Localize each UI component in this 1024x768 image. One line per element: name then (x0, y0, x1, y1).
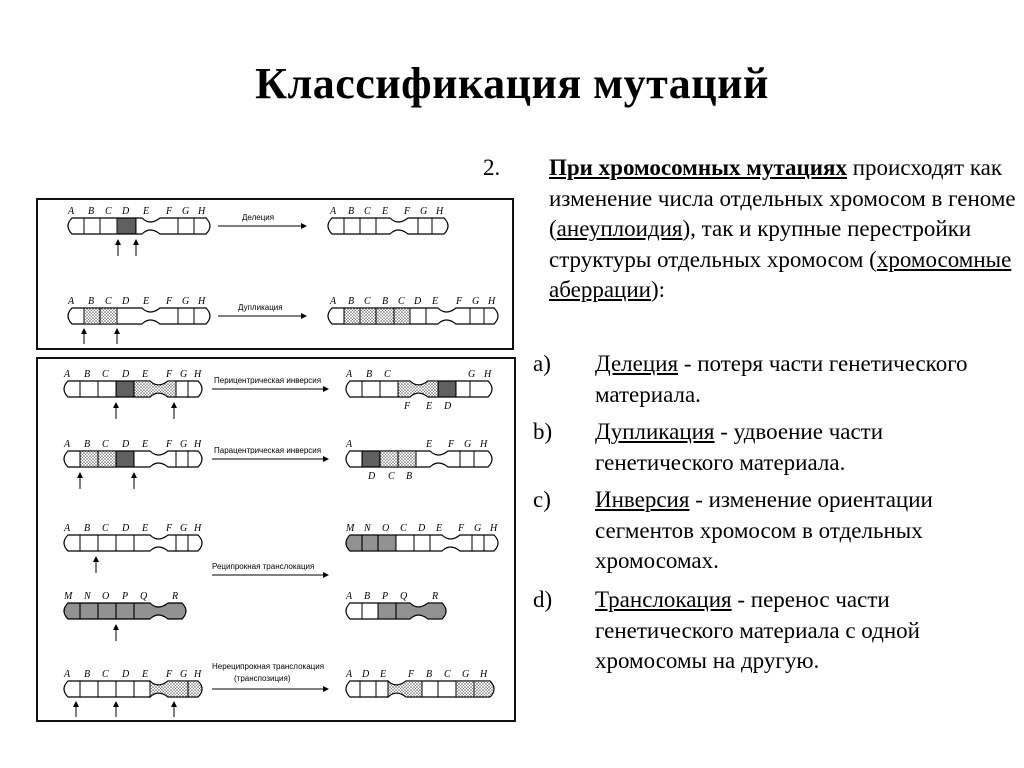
svg-text:E: E (142, 369, 149, 380)
svg-text:H: H (198, 296, 206, 307)
intro-text-3: ): (650, 277, 666, 302)
term-deletion: Делеция (595, 351, 679, 376)
list-marker: b) (533, 419, 553, 444)
desc-deletion: - потеря части генетического материала. (595, 351, 968, 407)
svg-text:G: G (182, 296, 190, 307)
svg-text:D: D (362, 669, 370, 680)
svg-text:H: H (480, 439, 488, 450)
figure-deletion-duplication (36, 198, 514, 350)
svg-text:C: C (398, 296, 405, 307)
svg-text:E: E (142, 669, 149, 680)
svg-text:B: B (348, 296, 355, 307)
chrom-label: A (68, 206, 75, 217)
deletion-row (67, 206, 448, 256)
list-marker: c) (533, 487, 551, 512)
paracentric-label: Парацентрическая инверсия (214, 446, 322, 455)
svg-text:D: D (444, 401, 452, 412)
svg-text:H: H (490, 523, 498, 534)
svg-text:B: B (426, 669, 433, 680)
term-translocation: Транслокация (595, 587, 732, 612)
svg-text:E: E (142, 439, 149, 450)
svg-text:N: N (364, 523, 371, 534)
svg-text:A: A (64, 369, 71, 380)
svg-text:F: F (448, 439, 455, 450)
svg-text:H: H (194, 669, 202, 680)
nonreciprocal-label: Нереципрокная транслокация (212, 662, 325, 671)
svg-text:E: E (143, 206, 150, 217)
desc-translocation: - перенос части генетического материала с одной хромосомы на другую. (595, 587, 920, 673)
svg-text:E: E (380, 669, 387, 680)
desc-duplication: - удвоение части генетического материала. (595, 419, 884, 475)
svg-text:F: F (166, 369, 173, 380)
svg-text:H: H (484, 369, 492, 380)
aberrations-term: хромосомные аберрации (549, 246, 1012, 302)
svg-text:R: R (172, 591, 179, 602)
figure-inversion-translocation (36, 357, 516, 722)
svg-text:H: H (194, 369, 202, 380)
transposition-label: (транспозиция) (234, 674, 291, 683)
term-duplication: Дупликация (595, 419, 715, 444)
svg-text:R: R (432, 591, 439, 602)
svg-text:E: E (432, 296, 439, 307)
svg-text:C: C (102, 369, 109, 380)
pericentric-label: Перицентрическая инверсия (214, 376, 322, 385)
svg-text:G: G (468, 369, 476, 380)
diagram-deletion-duplication (38, 200, 512, 348)
intro-text-2: ), так и крупные перестройки структуры отдельных хромосом ( (549, 216, 972, 272)
svg-text:D: D (122, 669, 130, 680)
svg-text:C: C (102, 669, 109, 680)
svg-text:B: B (382, 296, 389, 307)
svg-text:C: C (400, 523, 407, 534)
svg-text:F: F (166, 206, 173, 217)
svg-text:B: B (348, 206, 355, 217)
paracentric-inversion-row (63, 439, 492, 489)
svg-text:D: D (122, 296, 130, 307)
svg-text:B: B (366, 369, 373, 380)
svg-text:A: A (346, 669, 353, 680)
svg-text:E: E (142, 523, 149, 534)
reciprocal-translocation-row (63, 523, 498, 641)
svg-text:F: F (456, 296, 463, 307)
svg-text:G: G (180, 669, 188, 680)
term-inversion: Инверсия (595, 487, 690, 512)
svg-text:H: H (436, 206, 444, 217)
svg-text:Q: Q (140, 591, 148, 602)
svg-text:C: C (364, 296, 371, 307)
svg-text:E: E (426, 439, 433, 450)
svg-text:B: B (88, 206, 95, 217)
svg-text:G: G (462, 669, 470, 680)
svg-text:F: F (166, 523, 173, 534)
svg-text:D: D (418, 523, 426, 534)
svg-text:G: G (472, 296, 480, 307)
svg-text:A: A (68, 296, 75, 307)
svg-text:A: A (346, 591, 353, 602)
list-marker: d) (533, 587, 553, 612)
svg-text:B: B (84, 369, 91, 380)
svg-text:B: B (406, 471, 413, 482)
svg-text:C: C (102, 439, 109, 450)
svg-text:G: G (474, 523, 482, 534)
svg-text:H: H (488, 296, 496, 307)
diagram-inversion-translocation (38, 359, 514, 720)
svg-text:D: D (122, 439, 130, 450)
svg-text:C: C (384, 369, 391, 380)
intro-number: 2. (483, 155, 501, 180)
svg-text:D: D (122, 206, 130, 217)
svg-text:O: O (102, 591, 110, 602)
svg-text:E: E (143, 296, 150, 307)
svg-text:G: G (180, 439, 188, 450)
duplication-label: Дупликация (238, 303, 283, 312)
svg-text:O: O (382, 523, 390, 534)
svg-text:C: C (102, 523, 109, 534)
svg-text:A: A (64, 439, 71, 450)
deletion-label: Делеция (242, 213, 275, 222)
svg-text:M: M (64, 591, 73, 602)
nonreciprocal-translocation-row (63, 662, 494, 717)
svg-text:B: B (88, 296, 95, 307)
pericentric-inversion-row (63, 369, 492, 419)
desc-inversion: - изменение ориентации сегментов хромосом в отдельных хромосомах. (595, 487, 933, 573)
list-marker: a) (533, 351, 551, 376)
svg-text:E: E (382, 206, 389, 217)
svg-text:B: B (84, 523, 91, 534)
svg-text:F: F (404, 401, 411, 412)
svg-text:H: H (194, 439, 202, 450)
svg-text:H: H (194, 523, 202, 534)
svg-text:G: G (464, 439, 472, 450)
svg-text:E: E (436, 523, 443, 534)
svg-text:H: H (198, 206, 206, 217)
svg-text:B: B (84, 669, 91, 680)
svg-text:F: F (408, 669, 415, 680)
svg-text:D: D (122, 369, 130, 380)
intro-text-1: происходят как изменение числа отдельных хромосом в геноме ( (549, 155, 1016, 241)
svg-text:F: F (404, 206, 411, 217)
svg-text:D: D (414, 296, 422, 307)
svg-text:Q: Q (400, 591, 408, 602)
intro-heading: При хромосомных мутациях (549, 155, 847, 180)
svg-text:A: A (64, 669, 71, 680)
svg-text:C: C (444, 669, 451, 680)
svg-text:H: H (480, 669, 488, 680)
svg-text:F: F (166, 296, 173, 307)
slide-title: Классификация мутаций (255, 59, 769, 108)
svg-text:G: G (180, 523, 188, 534)
svg-text:M: M (346, 523, 355, 534)
aneuploidy-term: анеуплоидия (556, 216, 683, 241)
svg-text:G: G (420, 206, 428, 217)
svg-text:A: A (330, 206, 337, 217)
duplication-row (67, 296, 498, 344)
svg-text:D: D (122, 523, 130, 534)
svg-text:F: F (458, 523, 465, 534)
svg-text:B: B (84, 439, 91, 450)
svg-text:G: G (180, 369, 188, 380)
svg-text:C: C (364, 206, 371, 217)
svg-text:A: A (64, 523, 71, 534)
svg-text:F: F (166, 669, 173, 680)
svg-text:P: P (122, 591, 129, 602)
svg-text:C: C (105, 296, 112, 307)
svg-text:E: E (426, 401, 433, 412)
svg-text:F: F (166, 439, 173, 450)
intro-paragraph (549, 153, 1019, 306)
svg-text:B: B (364, 591, 371, 602)
svg-text:G: G (182, 206, 190, 217)
svg-text:D: D (368, 471, 376, 482)
svg-text:P: P (382, 591, 389, 602)
svg-text:A: A (330, 296, 337, 307)
svg-text:C: C (388, 471, 395, 482)
reciprocal-label: Реципрокная транслокация (212, 562, 315, 571)
svg-text:A: A (346, 369, 353, 380)
svg-text:C: C (105, 206, 112, 217)
svg-text:N: N (84, 591, 91, 602)
svg-text:A: A (346, 439, 353, 450)
